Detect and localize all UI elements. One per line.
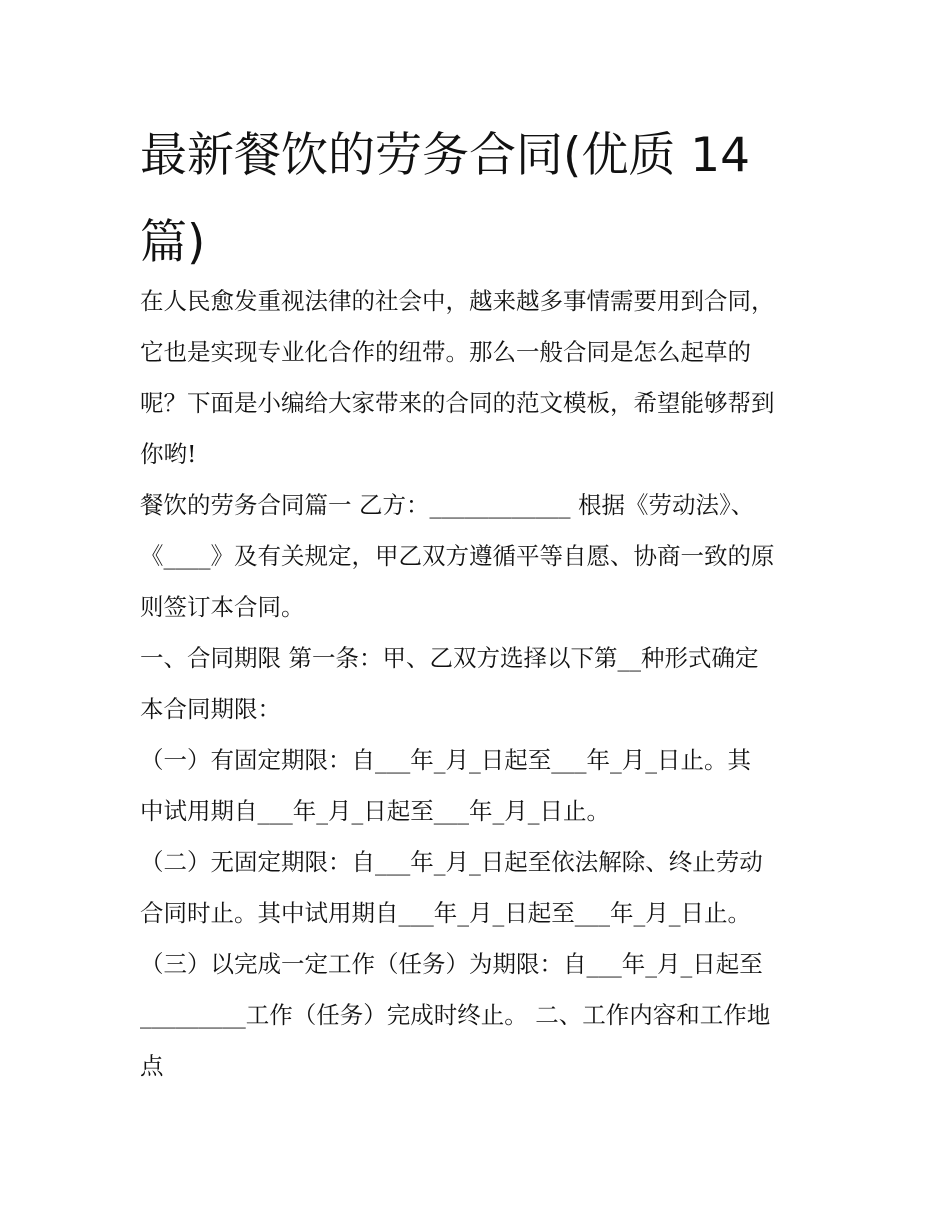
text-line: 呢？下面是小编给大家带来的合同的范文模板，希望能够帮到: [140, 389, 775, 417]
text-line: 餐饮的劳务合同篇一 乙方：____________ 根据《劳动法》、: [140, 491, 755, 519]
clause-open-term: [140, 837, 820, 939]
text-line: 你哟!: [140, 440, 197, 468]
text-line: 在人民愈发重视法律的社会中，越来越多事情需要用到合同，: [140, 287, 775, 315]
text-line: 它也是实现专业化合作的纽带。那么一般合同是怎么起草的: [140, 338, 751, 366]
contract-preamble: [140, 480, 820, 633]
text-line: 点: [140, 1052, 164, 1080]
text-line: （三）以完成一定工作（任务）为期限：自___年_月_日起至: [140, 950, 763, 978]
text-line: 一、合同期限 第一条：甲、乙双方选择以下第__种形式确定: [140, 644, 759, 672]
text-line: （二）无固定期限：自___年_月_日起至依法解除、终止劳动: [140, 848, 763, 876]
text-line: （一）有固定期限：自___年_月_日起至___年_月_日止。其: [140, 746, 751, 774]
text-line: _________工作（任务）完成时终止。 二、工作内容和工作地: [140, 1001, 771, 1029]
text-line: 《____》及有关规定，甲乙双方遵循平等自愿、协商一致的原: [140, 542, 775, 570]
text-line: 合同时止。其中试用期自___年_月_日起至___年_月_日止。: [140, 899, 751, 927]
text-line: 则签订本合同。: [140, 593, 305, 621]
text-line: 本合同期限：: [140, 695, 281, 723]
clause-task-term: [140, 939, 820, 1092]
clause-fixed-term: [140, 735, 820, 837]
intro-paragraph: [140, 276, 820, 480]
text-line: 中试用期自___年_月_日起至___年_月_日止。: [140, 797, 610, 825]
title-line-1: 最新餐饮的劳务合同(优质 14: [140, 128, 751, 183]
section-contract-term: [140, 633, 820, 735]
title-line-2: 篇): [140, 215, 206, 270]
document-body: [140, 276, 820, 1092]
document-title: [140, 112, 820, 286]
